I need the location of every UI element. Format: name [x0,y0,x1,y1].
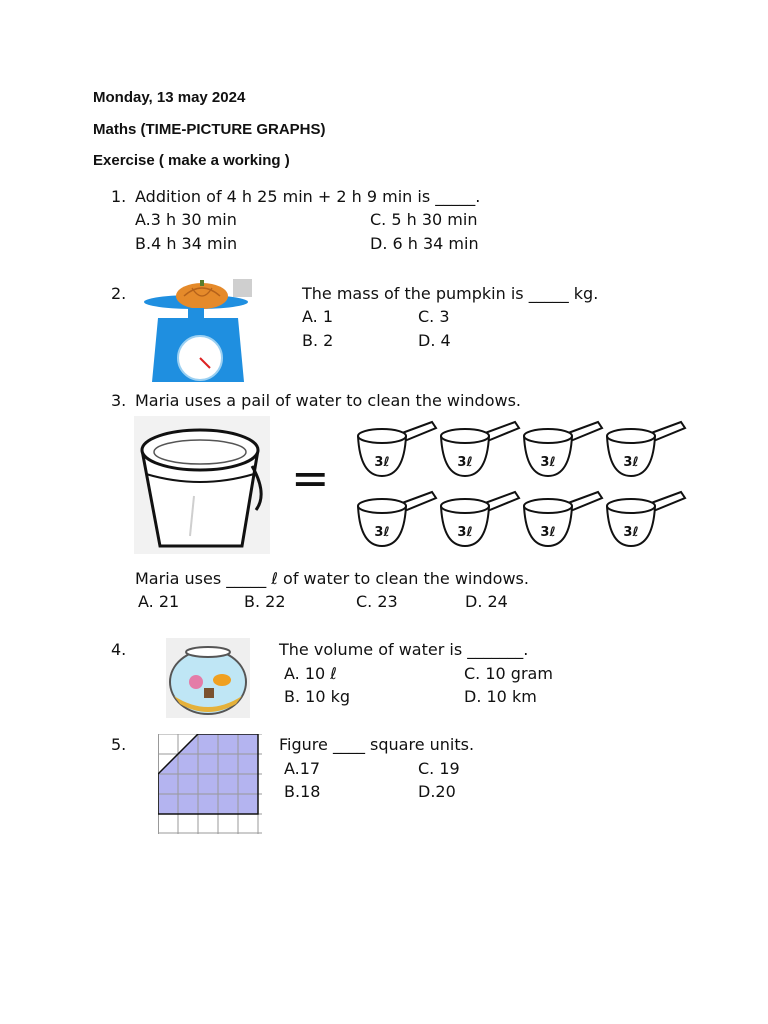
equals-sign: = [291,451,330,505]
q3-option-a: A. 21 [138,592,180,611]
scoop-label: 3ℓ [457,525,473,540]
scoop-label: 3ℓ [457,455,473,470]
q2-option-c: C. 3 [418,307,450,326]
pumpkin-scale-image [140,276,252,384]
q4-option-c: C. 10 gram [464,664,553,683]
q3-option-c: C. 23 [356,592,398,611]
scoop-label: 3ℓ [374,455,390,470]
scoop-icon [603,488,687,550]
scoop-icon [520,418,604,480]
pail-image [134,416,270,554]
q1-option-a: A.3 h 30 min [135,210,237,229]
grid-figure [158,734,262,834]
scoop-label: 3ℓ [374,525,390,540]
q5-option-b: B.18 [284,782,321,801]
fishbowl-image [166,638,250,718]
q2-option-d: D. 4 [418,331,451,350]
scoop-label: 3ℓ [540,525,556,540]
scoop-icon [437,488,521,550]
q3-answer-line: Maria uses _____ ℓ of water to clean the windows. [135,569,529,588]
q1-number: 1. [111,187,127,206]
q2-option-a: A. 1 [302,307,334,326]
q5-option-a: A.17 [284,759,321,778]
q4-option-b: B. 10 kg [284,687,351,706]
q2-number: 2. [111,284,127,303]
q5-number: 5. [111,735,127,754]
worksheet-subject: Maths (TIME-PICTURE GRAPHS) [93,121,326,138]
scoop-icon [603,418,687,480]
scoop-label: 3ℓ [623,455,639,470]
scoop-icon [354,418,438,480]
q4-option-d: D. 10 km [464,687,537,706]
q3-question: Maria uses a pail of water to clean the windows. [135,391,522,410]
scoop-icon [354,488,438,550]
q4-option-a: A. 10 ℓ [284,664,337,683]
q5-option-d: D.20 [418,782,456,801]
q1-option-b: B.4 h 34 min [135,234,238,253]
q1-question: Addition of 4 h 25 min + 2 h 9 min is _____. [135,187,481,206]
q1-option-c: C. 5 h 30 min [370,210,478,229]
q3-option-b: B. 22 [244,592,286,611]
scoop-label: 3ℓ [540,455,556,470]
q1-option-d: D. 6 h 34 min [370,234,479,253]
q4-number: 4. [111,640,127,659]
q4-question: The volume of water is _______. [279,640,529,659]
q5-option-c: C. 19 [418,759,460,778]
scoop-label: 3ℓ [623,525,639,540]
worksheet-date: Monday, 13 may 2024 [93,89,246,106]
q3-option-d: D. 24 [465,592,508,611]
q3-number: 3. [111,391,127,410]
q2-question: The mass of the pumpkin is _____ kg. [302,284,599,303]
worksheet-instruction: Exercise ( make a working ) [93,152,290,169]
scoop-icon [437,418,521,480]
q5-question: Figure ____ square units. [279,735,475,754]
scoop-icon [520,488,604,550]
q2-option-b: B. 2 [302,331,334,350]
